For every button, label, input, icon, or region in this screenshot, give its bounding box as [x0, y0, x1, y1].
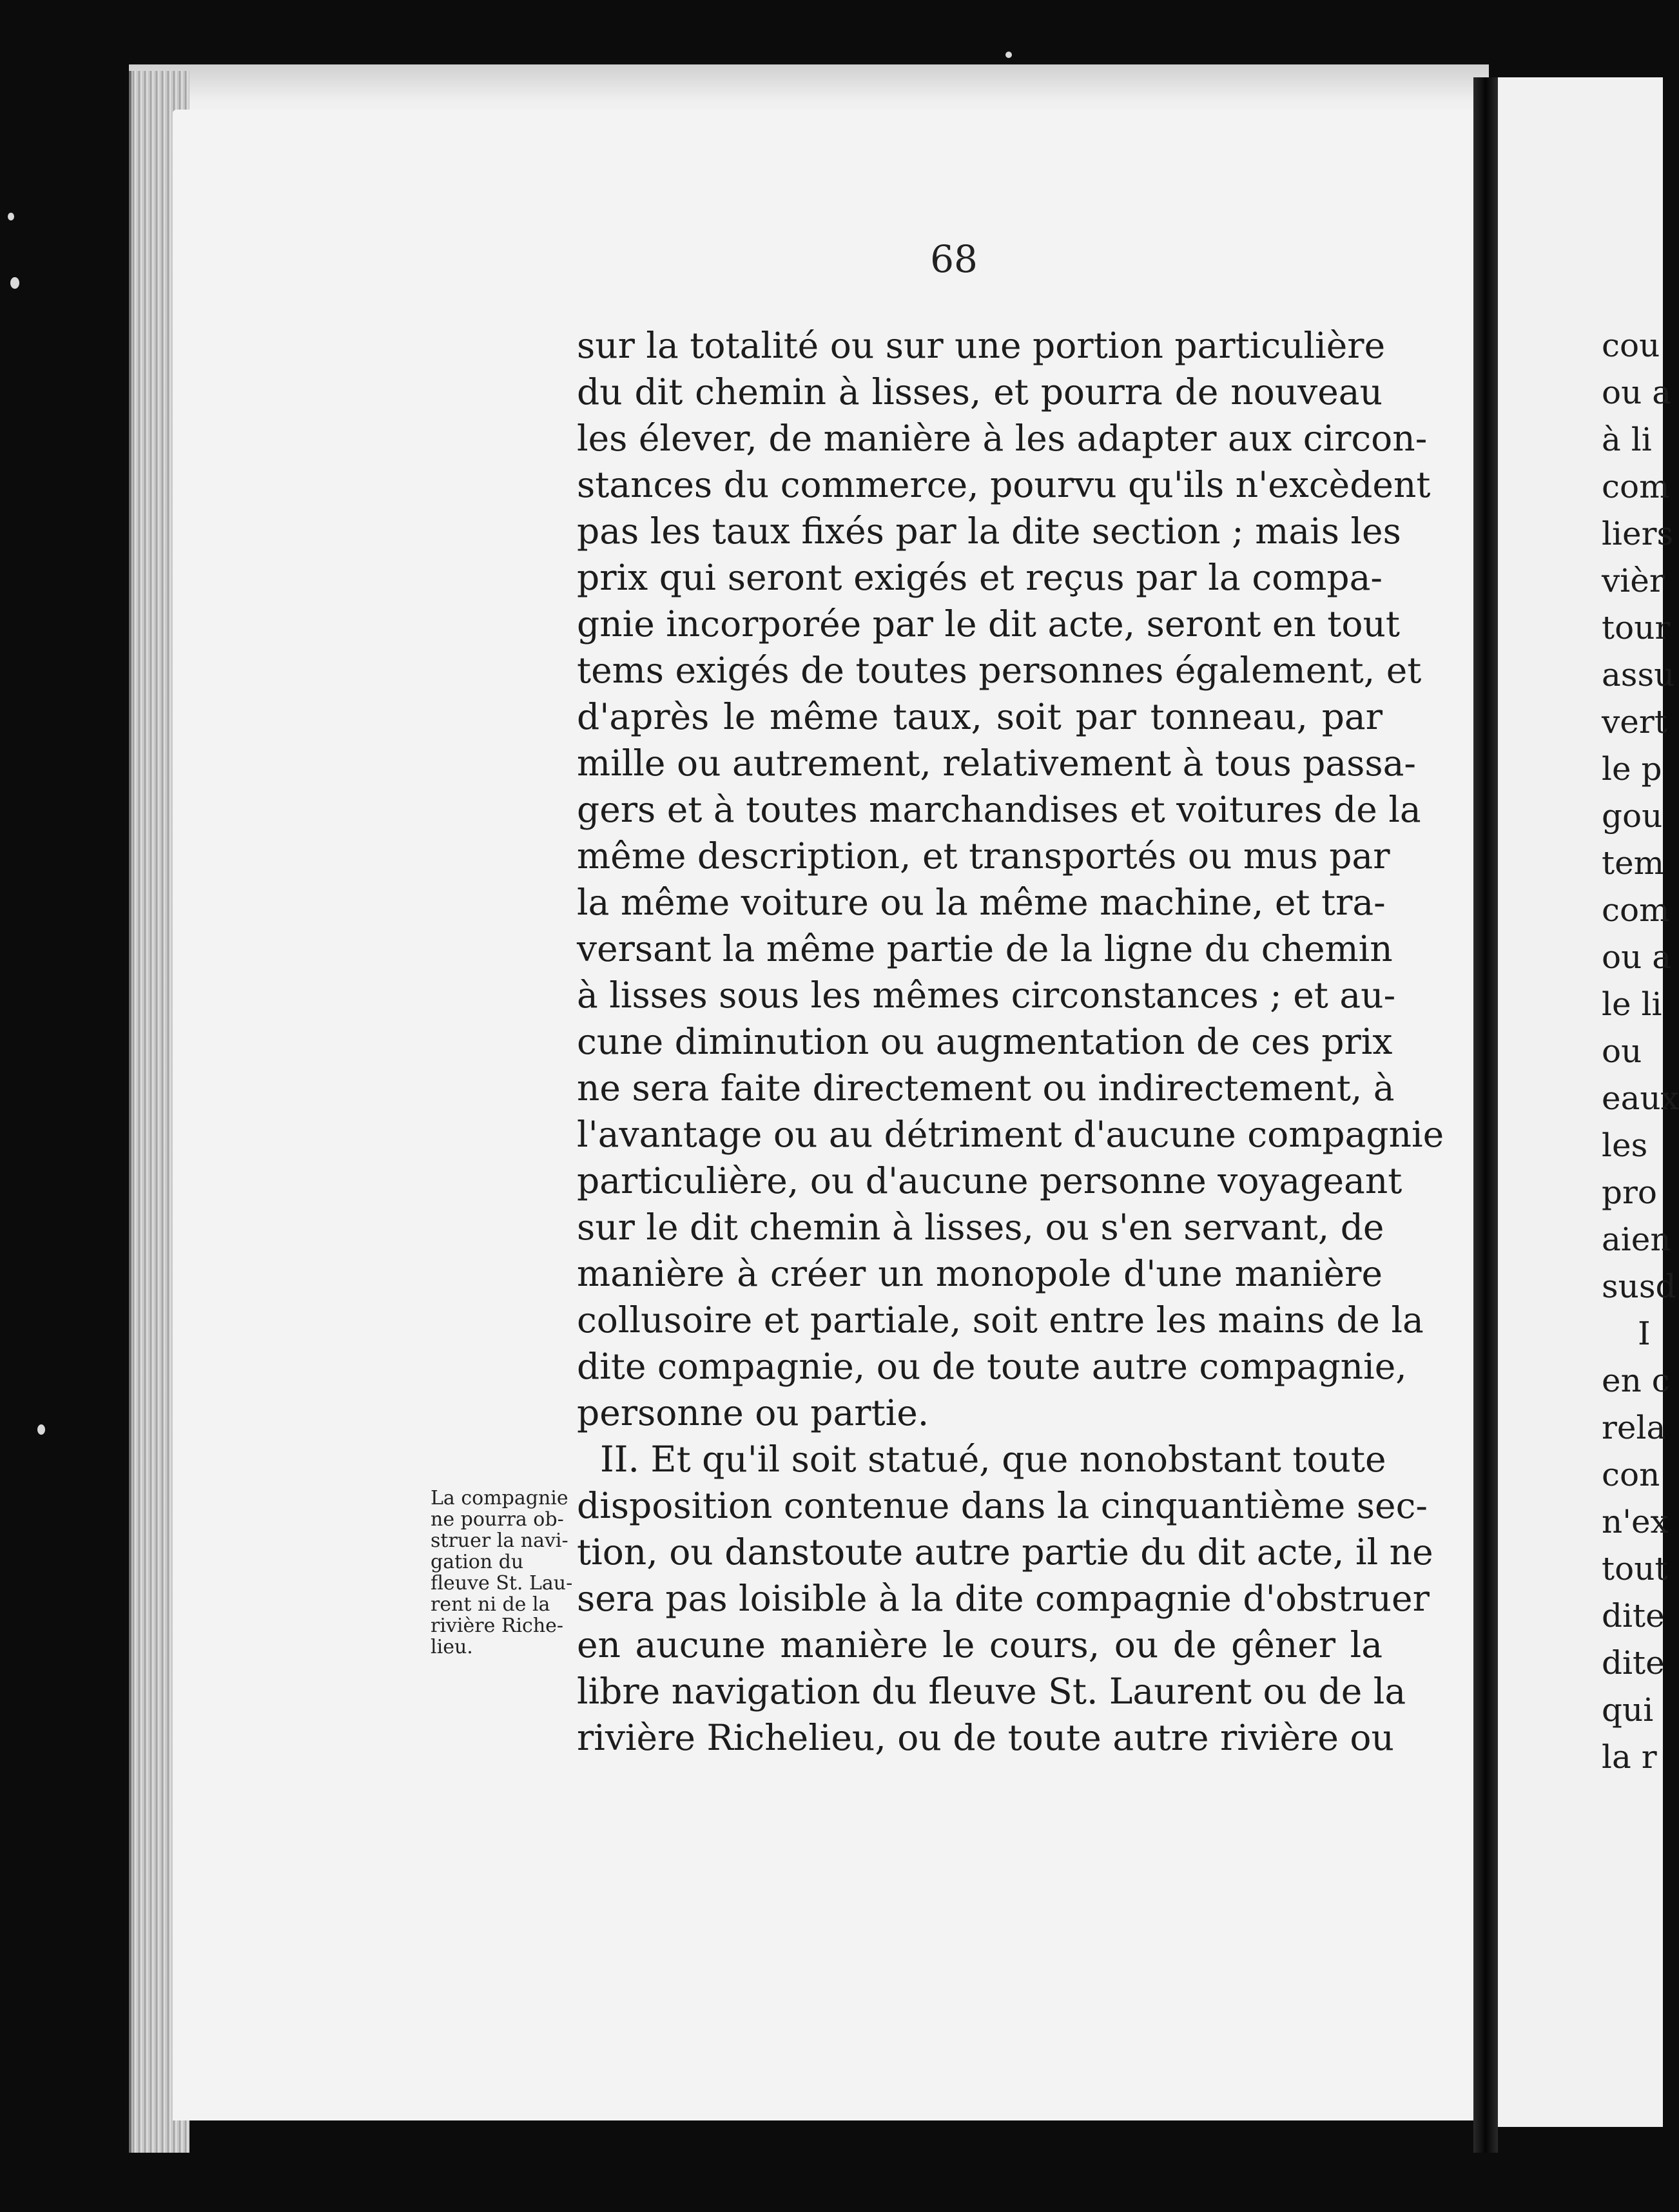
right-page-line-fragment: gou [1602, 797, 1663, 835]
marginal-note-line: ne pourra ob- [431, 1508, 564, 1531]
right-page-line-fragment: tem [1602, 844, 1665, 882]
marginal-note-line: lieu. [431, 1636, 473, 1658]
body-line: les élever, de manière à les adapter aux circon- [577, 418, 1428, 459]
body-line: à lisses sous les mêmes circonstances ; et au- [577, 975, 1396, 1016]
book-top-edge [129, 64, 1489, 116]
right-page-line-fragment: liers [1602, 515, 1674, 552]
body-line: tems exigés de toutes personnes également, et [577, 650, 1422, 691]
right-page-line-fragment: vert [1602, 703, 1667, 741]
body-line: II. Et qu'il soit statué, que nonobstant toute [600, 1439, 1386, 1480]
right-page-line-fragment: I [1638, 1315, 1651, 1352]
right-page-line-fragment: assu [1602, 656, 1675, 694]
right-page-line-fragment: vièr [1602, 562, 1665, 599]
body-line: collusoire et partiale, soit entre les mains de la [577, 1299, 1424, 1341]
body-line: stances du commerce, pourvu qu'ils n'excèdent [577, 464, 1431, 505]
body-line: libre navigation du fleuve St. Laurent ou de la [577, 1671, 1406, 1712]
right-page-line-fragment: ou a [1602, 938, 1672, 976]
page-number: 68 [930, 237, 978, 281]
body-line: prix qui seront exigés et reçus par la compa- [577, 557, 1383, 598]
right-page-line-fragment: ou a [1602, 374, 1672, 411]
marginal-note-line: struer la navi- [431, 1529, 568, 1552]
marginal-note-line: La compagnie [431, 1487, 568, 1509]
body-line: mille ou autrement, relativement à tous passa- [577, 742, 1417, 784]
dust-speck [10, 277, 19, 289]
right-page-line-fragment: rela [1602, 1409, 1666, 1446]
right-page-line-fragment: qui [1602, 1691, 1654, 1729]
body-line: manière à créer un monopole d'une manière [577, 1253, 1383, 1294]
right-page-line-fragment: com [1602, 891, 1670, 929]
body-line: versant la même partie de la ligne du chemin [577, 928, 1393, 969]
body-line: en aucune manière le cours, ou de gêner la [577, 1624, 1383, 1665]
body-line: du dit chemin à lisses, et pourra de nouveau [577, 371, 1383, 412]
body-line: ne sera faite directement ou indirectement, à [577, 1067, 1395, 1109]
right-page-line-fragment: tout [1602, 1550, 1668, 1587]
book-gutter [1473, 77, 1498, 2153]
right-page-line-fragment: pro [1602, 1174, 1658, 1211]
body-line: sur la totalité ou sur une portion particulière [577, 325, 1386, 366]
marginal-note-line: rivière Riche- [431, 1615, 564, 1637]
right-page-line-fragment: eaux [1602, 1080, 1679, 1117]
body-line: rivière Richelieu, ou de toute autre rivière ou [577, 1717, 1394, 1758]
dust-speck [1005, 52, 1012, 58]
body-line: dite compagnie, ou de toute autre compagnie, [577, 1346, 1407, 1387]
right-page-line-fragment: la r [1602, 1738, 1657, 1776]
body-line: particulière, ou d'aucune personne voyageant [577, 1160, 1402, 1201]
body-line: pas les taux fixés par la dite section ; mais les [577, 510, 1401, 552]
marginal-note [431, 1488, 592, 1658]
right-page-line-fragment: le li [1602, 985, 1662, 1023]
right-page-line-fragment: tour [1602, 609, 1671, 646]
right-page-line-fragment: le p [1602, 750, 1662, 788]
body-line: sera pas loisible à la dite compagnie d'obstruer [577, 1578, 1430, 1619]
right-page-line-fragment: en c [1602, 1362, 1670, 1399]
body-line: l'avantage ou au détriment d'aucune compagnie [577, 1114, 1444, 1155]
marginal-note-line: fleuve St. Lau- [431, 1572, 573, 1595]
body-line: disposition contenue dans la cinquantième sec- [577, 1485, 1428, 1526]
right-page-text-fragment [1602, 322, 1679, 1781]
right-page-line-fragment: cou [1602, 327, 1660, 364]
body-text [577, 322, 1444, 1761]
right-page-line-fragment: aien [1602, 1221, 1671, 1258]
right-page-line-fragment: à li [1602, 421, 1652, 458]
body-line: gnie incorporée par le dit acte, seront en tout [577, 603, 1401, 645]
right-page-line-fragment: ou [1602, 1033, 1642, 1070]
body-line: même description, et transportés ou mus par [577, 835, 1390, 877]
body-line: d'après le même taux, soit par tonneau, par [577, 696, 1383, 737]
dust-speck [8, 213, 14, 220]
right-page-line-fragment: com [1602, 468, 1670, 505]
body-line: la même voiture ou la même machine, et tra- [577, 882, 1386, 923]
right-page-line-fragment: dite [1602, 1597, 1665, 1635]
right-page-line-fragment: con [1602, 1456, 1660, 1493]
body-line: cune diminution ou augmentation de ces prix [577, 1021, 1393, 1062]
body-line: personne ou partie. [577, 1392, 929, 1433]
body-line: tion, ou danstoute autre partie du dit acte, il ne [577, 1531, 1433, 1573]
right-page-line-fragment: les [1602, 1127, 1648, 1164]
marginal-note-line: gation du [431, 1551, 524, 1573]
right-page-line-fragment: n'ex [1602, 1503, 1669, 1540]
marginal-note-line: rent ni de la [431, 1593, 550, 1616]
body-line: sur le dit chemin à lisses, ou s'en servant, de [577, 1207, 1384, 1248]
body-line: gers et à toutes marchandises et voitures de la [577, 789, 1421, 830]
dust-speck [37, 1424, 45, 1435]
right-page-line-fragment: dite [1602, 1644, 1665, 1682]
right-page-line-fragment: susd [1602, 1268, 1676, 1305]
